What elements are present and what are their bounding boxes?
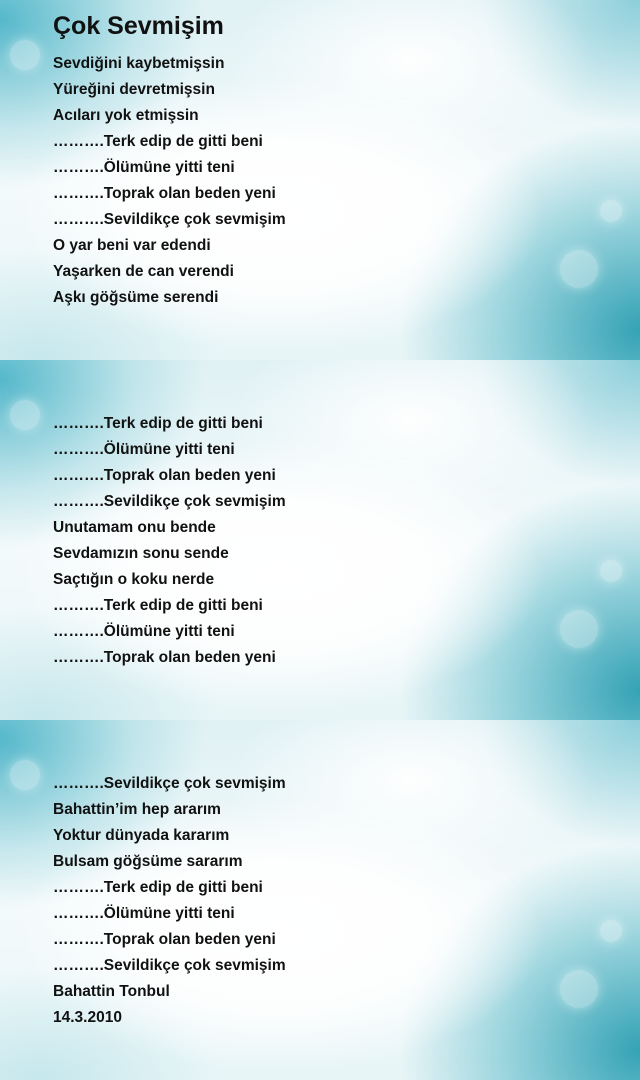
poem-line: Yoktur dünyada kararım bbox=[53, 827, 230, 844]
poem-line: ……….Terk edip de gitti beni bbox=[53, 415, 263, 432]
poem-line: ……….Ölümüne yitti teni bbox=[53, 623, 235, 640]
poem-line: ……….Toprak olan beden yeni bbox=[53, 467, 276, 484]
poem-line: Bahattin’im hep ararım bbox=[53, 801, 221, 818]
bokeh-light bbox=[560, 250, 598, 288]
poem-line: Sevdamızın sonu sende bbox=[53, 545, 229, 562]
poem-line: Acıları yok etmişsin bbox=[53, 107, 199, 124]
bokeh-light bbox=[560, 610, 598, 648]
bokeh-light bbox=[10, 760, 40, 790]
poem-line: Bulsam göğsüme sararım bbox=[53, 853, 243, 870]
bokeh-light bbox=[600, 920, 622, 942]
poem-stanza-3 bbox=[53, 771, 286, 1031]
poem-line: ……….Toprak olan beden yeni bbox=[53, 931, 276, 948]
bokeh-light bbox=[10, 400, 40, 430]
poem-line: O yar beni var edendi bbox=[53, 237, 211, 254]
poem-line: Yaşarken de can verendi bbox=[53, 263, 234, 280]
poem-line: ……….Ölümüne yitti teni bbox=[53, 905, 235, 922]
bokeh-light bbox=[600, 560, 622, 582]
poem-line: ……….Terk edip de gitti beni bbox=[53, 597, 263, 614]
bokeh-light bbox=[600, 200, 622, 222]
poem-panel-1 bbox=[0, 0, 640, 360]
poem-line: Yüreğini devretmişsin bbox=[53, 81, 215, 98]
poem-line: ……….Toprak olan beden yeni bbox=[53, 185, 276, 202]
poem-line: ……….Ölümüne yitti teni bbox=[53, 159, 235, 176]
poem-line: ……….Ölümüne yitti teni bbox=[53, 441, 235, 458]
poem-line: ……….Sevildikçe çok sevmişim bbox=[53, 493, 286, 510]
poem-line: ……….Toprak olan beden yeni bbox=[53, 649, 276, 666]
poem-date: 14.3.2010 bbox=[53, 1009, 122, 1026]
poem-line: Unutamam onu bende bbox=[53, 519, 216, 536]
poem-line: ……….Terk edip de gitti beni bbox=[53, 133, 263, 150]
poem-line: ……….Terk edip de gitti beni bbox=[53, 879, 263, 896]
poem-author: Bahattin Tonbul bbox=[53, 983, 170, 1000]
poem-line: Aşkı göğsüme serendi bbox=[53, 289, 219, 306]
poem-line: Sevdiğini kaybetmişsin bbox=[53, 55, 225, 72]
bokeh-light bbox=[560, 970, 598, 1008]
bokeh-light bbox=[10, 40, 40, 70]
poem-line: Saçtığın o koku nerde bbox=[53, 571, 215, 588]
poem-title: Çok Sevmişim bbox=[53, 12, 224, 40]
poem-line: ……….Sevildikçe çok sevmişim bbox=[53, 775, 286, 792]
poem-line: ……….Sevildikçe çok sevmişim bbox=[53, 957, 286, 974]
poem-stanza-2 bbox=[53, 411, 286, 671]
poem-panel-2 bbox=[0, 360, 640, 720]
poem-stanza-1 bbox=[53, 51, 286, 311]
poem-line: ……….Sevildikçe çok sevmişim bbox=[53, 211, 286, 228]
poem-panel-3 bbox=[0, 720, 640, 1080]
